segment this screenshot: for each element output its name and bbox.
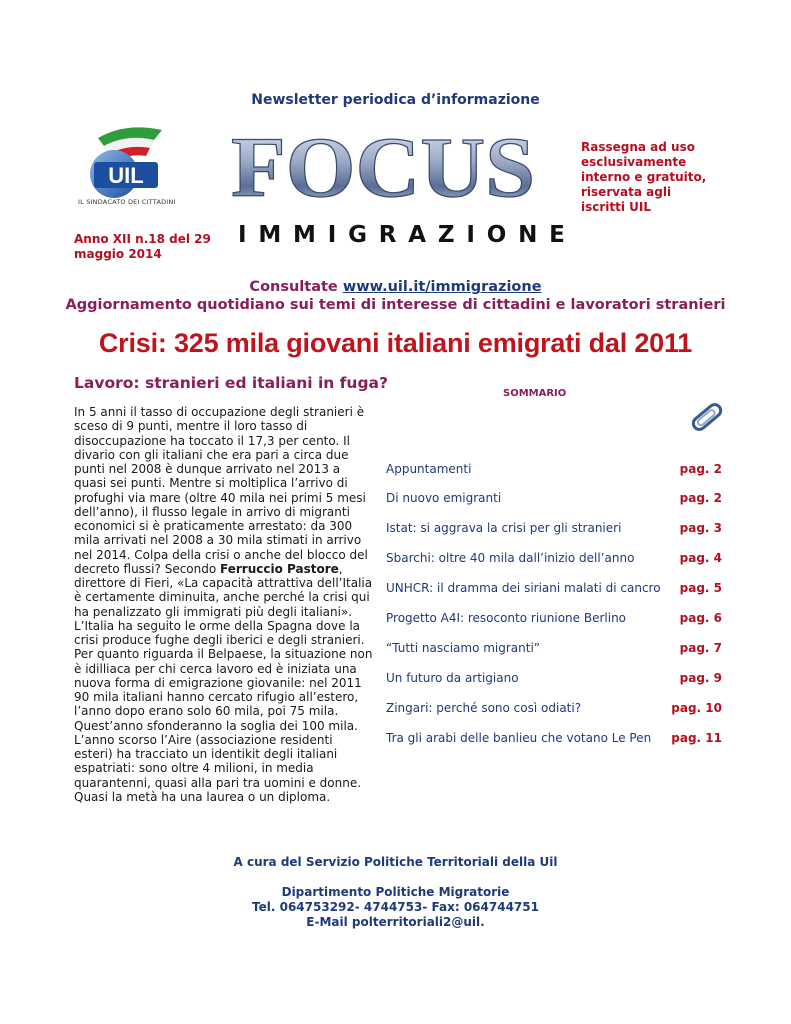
toc-item[interactable]	[386, 701, 722, 717]
toc-item-page: pag. 9	[679, 671, 722, 685]
main-headline: Crisi: 325 mila giovani italiani emigrati dal 2011	[98, 328, 693, 358]
article-body	[74, 405, 374, 804]
toc-item-page: pag. 10	[671, 701, 722, 715]
toc-item-title: UNHCR: il dramma dei siriani malati di cancro	[386, 581, 661, 595]
toc-item-page: pag. 4	[679, 551, 722, 565]
footer-email[interactable]: E-Mail polterritoriali2@uil.	[306, 915, 485, 929]
article-text-1: In 5 anni il tasso di occupazione degli stranieri è sceso di 9 punti, mentre il loro tasso di disoccupazione ha toccato il 17,3 per cento. Il divario con gli italiani che era pari a circa due punti nel 2008 è dunque arrivato nel 2013 a quasi sei punti. Mentre si moltiplica l’arrivo di profughi via mare (oltre 40 mila nei primi 5 mesi dell’anno), il flusso legale in arrivo di migranti economici si è praticamente arrestato: da 300 mila arrivati nel 2008 a 30 mila stimati in arrivo nel 2014. Colpa della crisi o anche del blocco del decreto flussi? Secondo	[74, 405, 368, 576]
toc-item-page: pag. 11	[671, 731, 722, 745]
issue-info	[74, 232, 224, 262]
masthead-title	[228, 130, 538, 205]
distribution-notice-line: esclusivamente	[581, 155, 687, 169]
toc-item[interactable]	[386, 491, 722, 507]
uil-logo-text: UIL	[108, 163, 144, 188]
update-line: Aggiornamento quotidiano sui temi di interesse di cittadini e lavoratori stranieri	[65, 297, 726, 313]
toc-item-title: Un futuro da artigiano	[386, 671, 519, 685]
footer	[0, 855, 791, 930]
paperclip-icon	[688, 400, 726, 434]
toc-item-page: pag. 2	[679, 491, 722, 505]
distribution-notice	[581, 140, 731, 215]
toc-item[interactable]	[386, 731, 722, 747]
sommario-title: SOMMARIO	[503, 388, 567, 399]
issue-line: maggio 2014	[74, 247, 162, 261]
masthead-subtitle: IMMIGRAZIONE	[238, 222, 577, 248]
toc-item[interactable]	[386, 462, 722, 478]
toc-item-page: pag. 6	[679, 611, 722, 625]
article-person: Ferruccio Pastore	[220, 561, 339, 576]
toc-item-title: Di nuovo emigranti	[386, 491, 502, 505]
toc-item-title: “Tutti nasciamo migranti”	[386, 641, 541, 655]
masthead-focus-text: FOCUS	[231, 130, 535, 205]
newsletter-tagline: Newsletter periodica d’informazione	[251, 92, 540, 108]
issue-line: Anno XII n.18 del 29	[74, 232, 211, 246]
consult-line	[0, 279, 791, 295]
toc-item[interactable]	[386, 641, 722, 657]
toc-item[interactable]	[386, 611, 722, 627]
toc-item-page: pag. 7	[679, 641, 722, 655]
toc-item[interactable]	[386, 521, 722, 537]
distribution-notice-line: iscritti UIL	[581, 200, 652, 214]
website-link[interactable]: www.uil.it/immigrazione	[342, 279, 542, 295]
toc-item-title: Tra gli arabi delle banlieu che votano Le Pen	[386, 731, 652, 745]
distribution-notice-line: interno e gratuito,	[581, 170, 707, 184]
toc-item-title: Zingari: perché sono così odiati?	[386, 701, 582, 715]
distribution-notice-line: riservata agli	[581, 185, 672, 199]
consult-prefix: Consultate	[249, 279, 343, 295]
toc-item-title: Progetto A4I: resoconto riunione Berlino	[386, 611, 627, 625]
toc-item[interactable]	[386, 671, 722, 687]
footer-phone: Tel. 064753292- 4744753- Fax: 064744751	[252, 900, 539, 914]
toc-item-page: pag. 2	[679, 462, 722, 476]
article-text-2: , direttore di Fieri, «La capacità attrattiva dell’Italia è certamente diminuita, anche perché la crisi qui ha penalizzato gli immigrati più degli italiani». L’Italia ha seguito le orme della Spagna dove la crisi produce fughe degli iberici e degli stranieri. Per quanto riguarda il Belpaese, la situazione non è idilliaca per chi cerca lavoro ed è iniziata una nuova forma di emigrazione giovanile: nel 2011 90 mila italiani hanno cercato rifugio all’estero, l’anno dopo erano solo 60 mila, poi 75 mila. Quest’anno sfonderanno la soglia dei 100 mila. L’anno scorso l’Aire (associazione residenti esteri) ha tracciato un identikit degli italiani espatriati: sono oltre 4 milioni, in media quarantenni, quasi alla pari tra uomini e donne. Quasi la metà ha una laurea o un diploma.	[74, 561, 373, 804]
toc-item[interactable]	[386, 581, 722, 597]
toc-item-title: Istat: si aggrava la crisi per gli stranieri	[386, 521, 622, 535]
footer-department: Dipartimento Politiche Migratorie	[281, 885, 510, 899]
distribution-notice-line: Rassegna ad uso	[581, 140, 695, 154]
footer-credit: A cura del Servizio Politiche Territoriali della Uil	[233, 855, 558, 869]
toc-item[interactable]	[386, 551, 722, 567]
toc-item-page: pag. 5	[679, 581, 722, 595]
toc-item-title: Appuntamenti	[386, 462, 472, 476]
logo-caption: IL SINDACATO DEI CITTADINI	[78, 198, 176, 206]
toc-item-title: Sbarchi: oltre 40 mila dall’inizio dell’anno	[386, 551, 635, 565]
article-title: Lavoro: stranieri ed italiani in fuga?	[74, 374, 389, 392]
toc-item-page: pag. 3	[679, 521, 722, 535]
